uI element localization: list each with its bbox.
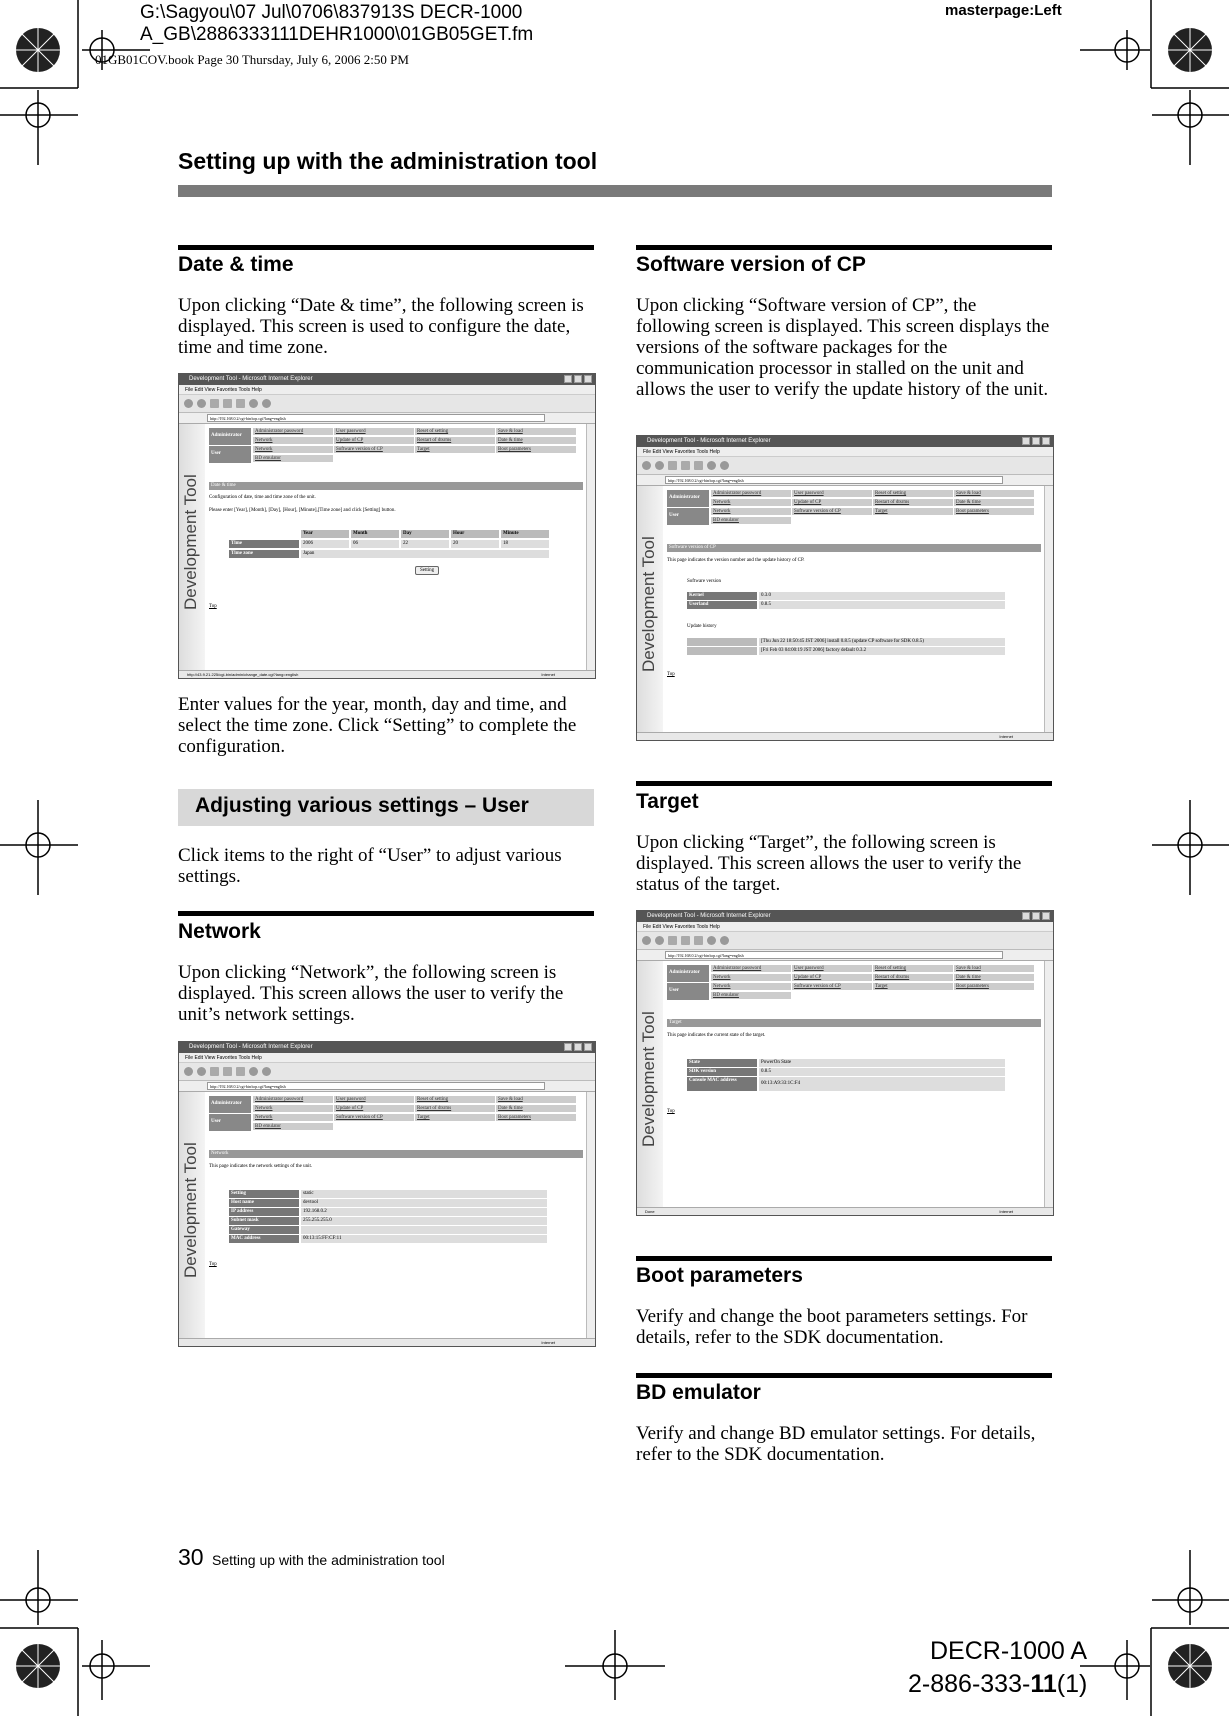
menu-target: Target [873,508,953,516]
menu-user-password: User password [334,428,414,436]
row-label: State [687,1059,757,1067]
menu-user-password: User password [334,1096,414,1104]
minimize-icon [1022,912,1030,920]
stop-icon [210,1067,219,1076]
close-icon [1042,437,1050,445]
heading-network: Network [178,920,261,943]
menu-user-network: Network [253,446,333,454]
file-path-line2: A_GB\2886333111DEHR1000\01GB05GET.fm [140,24,534,45]
scrollbar [586,424,595,670]
heading-software: Software version of CP [636,253,866,276]
back-icon [184,399,193,408]
menu-restart: Restart of dtsrms [873,499,953,507]
ie-menu-bar: File Edit View Favorites Tools Help [637,922,1053,932]
menu-target: Target [415,446,495,454]
menu-user-password: User password [792,965,872,973]
menu-save-load: Save & load [954,965,1034,973]
part-code-suffix: (1) [1056,1670,1088,1698]
top-link: Top [667,672,675,677]
row-label: IP address [229,1208,299,1216]
part-code-prefix: 2-886-333- [908,1670,1031,1698]
menu-grid [667,965,1041,1001]
menu-software-version: Software version of CP [334,1114,414,1122]
status-internet: Internet [541,672,555,677]
dev-tool-logo-text: Development Tool [181,1142,200,1278]
menu-save-load: Save & load [496,1096,576,1104]
hour-value: 20 [451,540,499,548]
menu-software-version: Software version of CP [792,508,872,516]
shot-section-bar: Target [667,1019,1041,1027]
zone-label: Time zone [229,550,299,558]
ie-status-bar [179,1338,595,1347]
search-icon [707,461,716,470]
update-history-title: Update history [687,624,717,629]
ie-window-title: Development Tool - Microsoft Internet Explorer [189,1044,313,1050]
ie-title-bar [179,374,595,385]
shot-desc-1: Configuration of date, time and time zone of the unit. [209,495,316,500]
screenshot-network [178,1041,596,1347]
row-label: Subnet mask [229,1217,299,1225]
role-admin: Administrator [209,428,251,445]
row-value: 00:13:15:FF:CF:11 [301,1235,547,1243]
refresh-icon [681,461,690,470]
day-value: 22 [401,540,449,548]
ie-address-bar [637,950,1053,961]
dev-tool-logo [637,961,663,1207]
menu-update-cp: Update of CP [334,1105,414,1113]
search-icon [249,1067,258,1076]
forward-icon [655,461,664,470]
menu-boot-parameters: Boot parameters [496,446,576,454]
menu-bd-emulator: BD emulator [253,1123,333,1131]
ie-window-title: Development Tool - Microsoft Internet Explorer [189,376,313,382]
menu-save-load: Save & load [954,490,1034,498]
footer-text: Setting up with the administration tool [212,1552,445,1568]
row-label: Userland [687,601,757,609]
menu-boot-parameters: Boot parameters [496,1114,576,1122]
masterpage-label: masterpage:Left [945,2,1062,19]
status-done: Done [645,1209,655,1214]
menu-admin-password: Administrator password [253,1096,333,1104]
ie-address-bar [179,1081,595,1092]
row-label: Console MAC address [687,1077,757,1091]
menu-user-network: Network [711,983,791,991]
menu-admin-password: Administrator password [253,428,333,436]
shot-section-bar: Network [209,1150,583,1158]
ie-title-bar [179,1042,595,1053]
section-rule-network [178,911,594,916]
role-admin: Administrator [667,490,709,507]
back-icon [642,936,651,945]
ie-toolbar [179,1063,595,1081]
menu-admin-password: Administrator password [711,490,791,498]
menu-software-version: Software version of CP [334,446,414,454]
refresh-icon [223,399,232,408]
role-admin: Administrator [209,1096,251,1113]
role-user: User [667,983,709,1000]
menu-user-network: Network [253,1114,333,1122]
month-value: 06 [351,540,399,548]
page-title: Setting up with the administration tool [178,148,598,174]
maximize-icon [574,375,582,383]
scrollbar [586,1092,595,1338]
heading-adjusting-user: Adjusting various settings – User [195,794,529,817]
ie-body [637,961,1053,1216]
ie-status-bar [637,1207,1053,1216]
row-label [687,638,757,646]
ie-window-title: Development Tool - Microsoft Internet Explorer [647,438,771,444]
dev-tool-logo [179,1092,205,1338]
status-internet: Internet [999,1209,1013,1214]
col-month: Month [351,530,399,538]
menu-update-cp: Update of CP [334,437,414,445]
menu-boot-parameters: Boot parameters [954,983,1034,991]
text-target: Upon clicking “Target”, the following screen is displayed. This screen allows the user to verify the status of the target. [636,832,1022,895]
top-link: Top [209,604,217,609]
model-number: DECR-1000 A [930,1637,1088,1665]
shot-section-bar: Date & time [209,482,583,490]
menu-grid [209,428,583,464]
dev-tool-logo [637,486,663,732]
menu-date-time: Date & time [954,499,1034,507]
minute-value: 18 [501,540,549,548]
scrollbar [1044,486,1053,732]
minimize-icon [1022,437,1030,445]
top-link: Top [209,1262,217,1267]
menu-admin-password: Administrator password [711,965,791,973]
shot-desc-2: Please enter [Year], [Month], [Day], [Hour], [Minute],[Time zone] and click [Setting] button. [209,508,396,513]
menu-date-time: Date & time [496,1105,576,1113]
text-bd: Verify and change BD emulator settings. For details, refer to the SDK documentation. [636,1423,1036,1465]
menu-admin-network: Network [711,499,791,507]
section-rule-target [636,781,1052,786]
row-label: Gateway [229,1226,299,1234]
dev-tool-logo-text: Development Tool [639,536,658,672]
maximize-icon [574,1043,582,1051]
row-value: 192.168.0.2 [301,1208,547,1216]
ie-body [179,424,595,679]
section-rule-software [636,245,1052,250]
row-value: [Fri Feb 03 04:00:19 JST 2006] factory default 0.3.2 [759,647,1005,655]
dev-tool-logo-text: Development Tool [181,474,200,610]
setting-button: Setting [415,566,439,575]
menu-user-network: Network [711,508,791,516]
ie-menu-bar: File Edit View Favorites Tools Help [637,447,1053,457]
row-value: [Thu Jun 22 18:50:45 JST 2006] install 0.8.5 (update CP software for SDK 0.8.5) [759,638,1005,646]
ie-address-bar [179,413,595,424]
part-code [908,1670,1087,1699]
row-value: static [301,1190,547,1198]
top-link: Top [667,1109,675,1114]
year-value: 2006 [301,540,349,548]
menu-user-password: User password [792,490,872,498]
time-label: Time [229,540,299,548]
maximize-icon [1032,912,1040,920]
shot-desc-1: This page indicates the network settings of the unit. [209,1164,313,1169]
menu-reset-setting: Reset of setting [415,1096,495,1104]
menu-reset-setting: Reset of setting [873,965,953,973]
favorites-icon [720,461,729,470]
row-value: 00:13:A9:33:1C:F4 [759,1077,1005,1091]
row-value: PowerOn State [759,1059,1005,1067]
menu-bd-emulator: BD emulator [711,992,791,1000]
row-label [687,647,757,655]
page-number: 30 [178,1544,204,1570]
search-icon [707,936,716,945]
ie-toolbar [637,457,1053,475]
status-internet: Internet [999,734,1013,739]
menu-admin-network: Network [253,1105,333,1113]
ie-window-title: Development Tool - Microsoft Internet Explorer [647,913,771,919]
forward-icon [197,1067,206,1076]
favorites-icon [262,399,271,408]
menu-admin-network: Network [711,974,791,982]
menu-bd-emulator: BD emulator [711,517,791,525]
text-date-time-after: Enter values for the year, month, day and time, and select the time zone. Click “Setting” to complete the configuration. [178,694,577,757]
subsection-box [178,789,594,826]
menu-admin-network: Network [253,437,333,445]
book-info: 01GB01COV.book Page 30 Thursday, July 6, 2006 2:50 PM [95,52,409,67]
ie-status-bar [179,670,595,679]
screenshot-date-time [178,373,596,679]
role-admin: Administrator [667,965,709,982]
favorites-icon [262,1067,271,1076]
favorites-icon [720,936,729,945]
menu-update-cp: Update of CP [792,974,872,982]
text-date-time-intro: Upon clicking “Date & time”, the following screen is displayed. This screen is used to configure the date, time and time zone. [178,295,584,358]
zone-value: Japan [301,550,549,558]
row-value: 0.8.5 [759,1068,1005,1076]
role-user: User [667,508,709,525]
minimize-icon [564,1043,572,1051]
ie-menu-bar: File Edit View Favorites Tools Help [179,1053,595,1063]
shot-section-bar: Software version of CP [667,544,1041,552]
row-label: Host name [229,1199,299,1207]
role-user: User [209,1114,251,1131]
menu-update-cp: Update of CP [792,499,872,507]
ie-address-bar [637,475,1053,486]
shot-desc-1: This page indicates the version number and the update history of CP. [667,558,805,563]
menu-date-time: Date & time [954,974,1034,982]
home-icon [694,936,703,945]
screenshot-software [636,435,1054,741]
back-icon [642,461,651,470]
home-icon [694,461,703,470]
ie-address-field: http://192.168.0.2/cgi-bin/top.cgi?lang=english [207,414,545,422]
heading-bd: BD emulator [636,1381,761,1404]
heading-target: Target [636,790,699,813]
role-user: User [209,446,251,463]
text-network: Upon clicking “Network”, the following screen is displayed. This screen allows the user to verify the unit’s network settings. [178,962,564,1025]
close-icon [1042,912,1050,920]
file-path-line1: G:\Sagyou\07 Jul\0706\837913S DECR-1000 [140,2,523,23]
shot-desc-1: This page indicates the current state of the target. [667,1033,766,1038]
ie-menu-bar: File Edit View Favorites Tools Help [179,385,595,395]
ie-status-bar [637,732,1053,741]
col-hour: Hour [451,530,499,538]
row-label: MAC address [229,1235,299,1243]
close-icon [584,1043,592,1051]
ie-body [179,1092,595,1347]
part-code-bold: 11 [1030,1670,1057,1698]
dev-tool-logo [179,424,205,670]
text-adjusting-user: Click items to the right of “User” to adjust various settings. [178,845,562,887]
col-year: Year [301,530,349,538]
row-label: Setting [229,1190,299,1198]
software-version-title: Software version [687,579,722,584]
forward-icon [655,936,664,945]
text-software: Upon clicking “Software version of CP”, the following screen is displayed. This screen displays the versions of the software packages for the communication processor in stalled on the unit and allows the user to verify the update history of the unit. [636,295,1050,400]
menu-target: Target [873,983,953,991]
row-value: 255.255.255.0 [301,1217,547,1225]
forward-icon [197,399,206,408]
back-icon [184,1067,193,1076]
home-icon [236,1067,245,1076]
col-day: Day [401,530,449,538]
row-value: 0.8.5 [759,601,1005,609]
ie-title-bar [637,436,1053,447]
menu-grid [209,1096,583,1132]
ie-toolbar [179,395,595,413]
text-boot: Verify and change the boot parameters settings. For details, refer to the SDK documentation. [636,1306,1028,1348]
ie-address-field: http://192.168.0.2/cgi-bin/top.cgi?lang=english [665,476,1003,484]
close-icon [584,375,592,383]
section-rule-bd [636,1373,1052,1378]
stop-icon [210,399,219,408]
menu-grid [667,490,1041,526]
menu-software-version: Software version of CP [792,983,872,991]
row-value: 0.3.0 [759,592,1005,600]
scrollbar [1044,961,1053,1207]
ie-body [637,486,1053,741]
menu-reset-setting: Reset of setting [415,428,495,436]
ie-toolbar [637,932,1053,950]
col-minute: Minute [501,530,549,538]
home-icon [236,399,245,408]
screenshot-target [636,910,1054,1216]
refresh-icon [223,1067,232,1076]
minimize-icon [564,375,572,383]
status-url: http://43.9.21.225/cgi-bin/admin/change_date.cgi?lang=english [187,672,299,677]
ie-address-field: http://192.168.0.2/cgi-bin/top.cgi?lang=english [665,951,1003,959]
status-internet: Internet [541,1340,555,1345]
heading-boot: Boot parameters [636,1264,803,1287]
menu-boot-parameters: Boot parameters [954,508,1034,516]
title-rule [178,185,1052,197]
stop-icon [668,936,677,945]
stop-icon [668,461,677,470]
refresh-icon [681,936,690,945]
heading-date-time: Date & time [178,253,294,276]
menu-bd-emulator: BD emulator [253,455,333,463]
menu-restart: Restart of dtsrms [415,437,495,445]
menu-reset-setting: Reset of setting [873,490,953,498]
dev-tool-logo-text: Development Tool [639,1011,658,1147]
maximize-icon [1032,437,1040,445]
ie-title-bar [637,911,1053,922]
menu-save-load: Save & load [496,428,576,436]
section-rule-boot [636,1256,1052,1261]
search-icon [249,399,258,408]
menu-restart: Restart of dtsrms [873,974,953,982]
menu-restart: Restart of dtsrms [415,1105,495,1113]
menu-date-time: Date & time [496,437,576,445]
row-value: devtool [301,1199,547,1207]
row-label: Kernel [687,592,757,600]
ie-address-field: http://192.168.0.2/cgi-bin/top.cgi?lang=english [207,1082,545,1090]
row-label: SDK version [687,1068,757,1076]
row-value [301,1226,547,1234]
menu-target: Target [415,1114,495,1122]
section-rule-date-time [178,245,594,250]
